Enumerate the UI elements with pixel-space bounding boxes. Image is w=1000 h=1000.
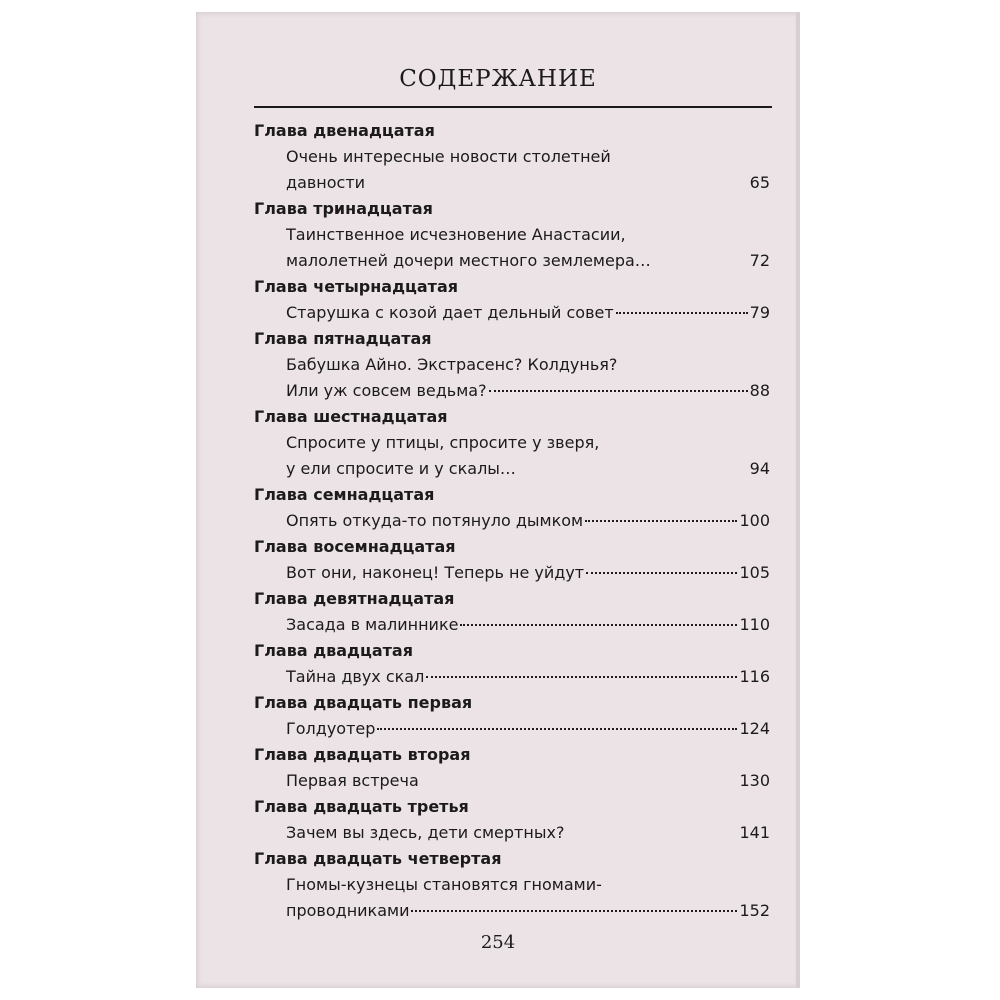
toc-entry-final-line — [286, 768, 770, 794]
toc-page-number: 79 — [749, 303, 770, 322]
toc-chapter-heading: Глава двадцать третья — [254, 797, 469, 816]
toc-entry — [254, 664, 770, 690]
toc-chapter-heading: Глава семнадцатая — [254, 485, 435, 504]
toc-entry — [254, 144, 770, 196]
toc-page-number: 130 — [739, 771, 770, 790]
header-rule — [254, 106, 772, 108]
toc-chapter-heading: Глава двадцать четвертая — [254, 849, 502, 868]
toc-entry — [254, 716, 770, 742]
toc-entry-title-line: Опять откуда-то потянуло дымком — [286, 511, 584, 530]
toc-page-number: 100 — [739, 511, 770, 530]
toc-entry-title-line: у ели спросите и у скалы… — [286, 459, 516, 478]
toc-entry-final-line — [286, 664, 770, 690]
table-of-contents — [254, 118, 770, 924]
toc-entry-final-line — [286, 898, 770, 924]
toc-entry — [254, 872, 770, 924]
toc-page-number: 72 — [749, 251, 770, 270]
dot-leader — [426, 676, 737, 678]
toc-chapter-heading: Глава двадцатая — [254, 641, 413, 660]
toc-entry-final-line — [286, 560, 770, 586]
toc-entry — [254, 300, 770, 326]
toc-entry-title-line: Бабушка Айно. Экстрасенс? Колдунья? — [286, 355, 618, 374]
toc-entry — [254, 768, 770, 794]
toc-chapter-heading: Глава восемнадцатая — [254, 537, 456, 556]
dot-leader — [489, 390, 748, 392]
toc-entry — [254, 612, 770, 638]
toc-entry — [254, 352, 770, 404]
toc-entry-title-line: Спросите у птицы, спросите у зверя, — [286, 433, 600, 452]
toc-chapter-heading: Глава тринадцатая — [254, 199, 433, 218]
toc-chapter-heading: Глава шестнадцатая — [254, 407, 448, 426]
dot-leader — [616, 312, 748, 314]
toc-page-number: 88 — [749, 381, 770, 400]
toc-entry-title-line: малолетней дочери местного землемера… — [286, 251, 651, 270]
toc-chapter-heading: Глава двенадцатая — [254, 121, 435, 140]
toc-entry-title-line: давности — [286, 173, 366, 192]
toc-entry — [254, 560, 770, 586]
toc-entry-title-line: Очень интересные новости столетней — [286, 147, 611, 166]
dot-leader — [460, 624, 737, 626]
toc-entry-title-line: Первая встреча — [286, 771, 419, 790]
page-number: 254 — [480, 932, 516, 953]
toc-entry — [254, 430, 770, 482]
toc-entry-title-line: Тайна двух скал — [286, 667, 425, 686]
toc-page-number: 124 — [739, 719, 770, 738]
book-page — [196, 12, 800, 988]
dot-leader — [585, 520, 737, 522]
toc-entry-final-line — [286, 378, 770, 404]
toc-entry-title-line: Вот они, наконец! Теперь не уйдут — [286, 563, 585, 582]
toc-page-number: 105 — [739, 563, 770, 582]
toc-entry-final-line — [286, 456, 770, 482]
toc-chapter-heading: Глава двадцать вторая — [254, 745, 471, 764]
toc-entry — [254, 222, 770, 274]
dot-leader — [411, 910, 737, 912]
toc-page-number: 110 — [739, 615, 770, 634]
toc-entry-final-line — [286, 612, 770, 638]
toc-chapter-heading: Глава девятнадцатая — [254, 589, 455, 608]
toc-entry-title-line: Старушка с козой дает дельный совет — [286, 303, 614, 322]
toc-page-number: 94 — [749, 459, 770, 478]
toc-entry — [254, 508, 770, 534]
page-header: СОДЕРЖАНИЕ — [399, 66, 597, 92]
toc-page-number: 141 — [739, 823, 770, 842]
toc-entry — [254, 820, 770, 846]
toc-entry-final-line — [286, 300, 770, 326]
page-edge — [796, 12, 800, 988]
toc-entry-final-line — [286, 508, 770, 534]
toc-page-number: 116 — [739, 667, 770, 686]
dot-leader — [586, 572, 737, 574]
toc-entry-title-line: проводниками — [286, 901, 410, 920]
toc-entry-title-line: Таинственное исчезновение Анастасии, — [286, 225, 626, 244]
toc-chapter-heading: Глава двадцать первая — [254, 693, 473, 712]
toc-chapter-heading: Глава пятнадцатая — [254, 329, 432, 348]
toc-entry-final-line — [286, 716, 770, 742]
toc-entry-title-line: Или уж совсем ведьма? — [286, 381, 487, 400]
toc-entry-title-line: Голдуотер — [286, 719, 376, 738]
toc-entry-final-line — [286, 170, 770, 196]
toc-page-number: 65 — [749, 173, 770, 192]
toc-entry-final-line — [286, 820, 770, 846]
toc-entry-title-line: Гномы-кузнецы становятся гномами- — [286, 875, 602, 894]
toc-entry-title-line: Зачем вы здесь, дети смертных? — [286, 823, 565, 842]
toc-page-number: 152 — [739, 901, 770, 920]
toc-entry-final-line — [286, 248, 770, 274]
toc-entry-title-line: Засада в малиннике — [286, 615, 459, 634]
dot-leader — [377, 728, 737, 730]
toc-chapter-heading: Глава четырнадцатая — [254, 277, 459, 296]
